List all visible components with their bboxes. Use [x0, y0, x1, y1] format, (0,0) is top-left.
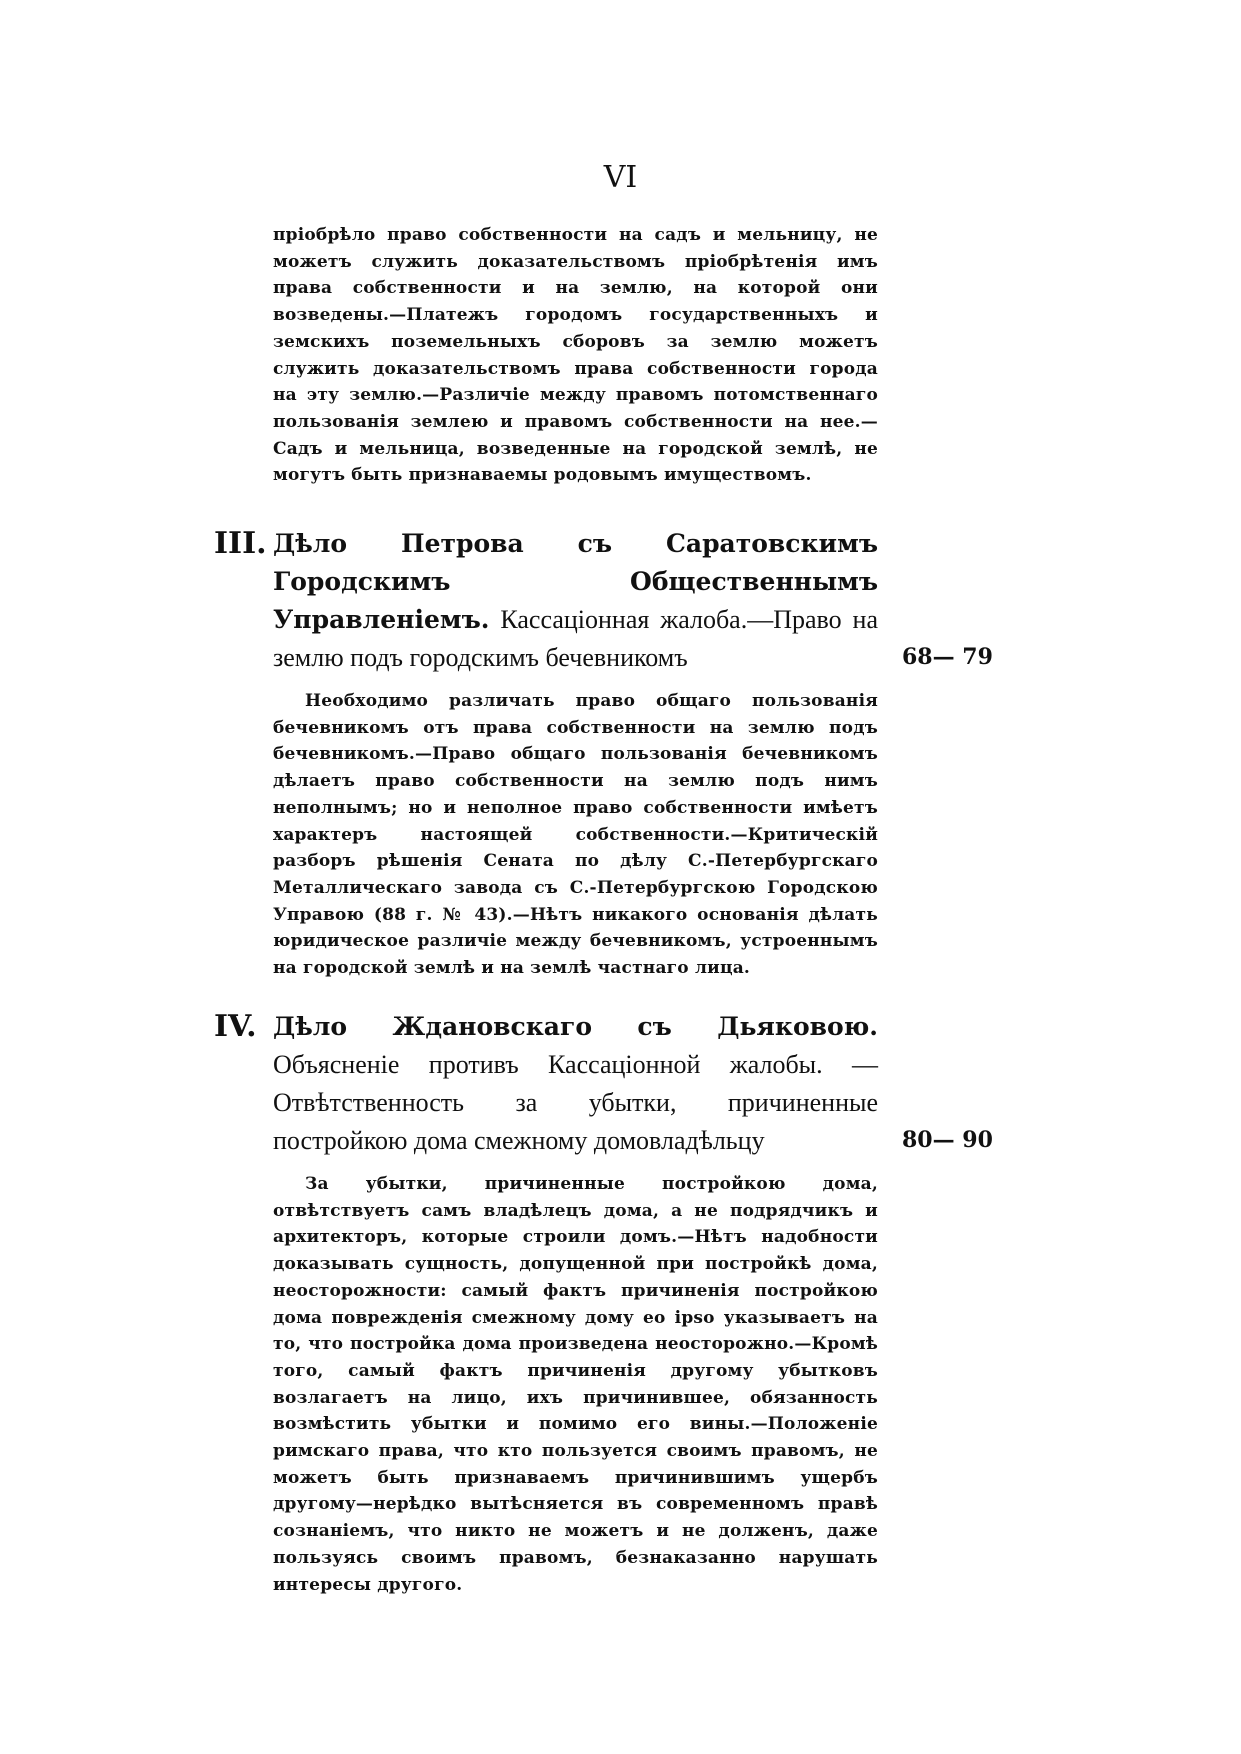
section-iv-pages: 80— 90: [902, 1127, 993, 1153]
section-iv-heading: [273, 1008, 878, 1160]
section-iii-pages: 68— 79: [902, 644, 993, 670]
section-iv-numeral: IV.: [214, 1009, 257, 1044]
page-number: VI: [603, 160, 638, 195]
section-iv-description: Объясненіе противъ Кассаціонной жалобы. — Отвѣтственность за убытки, причиненные постройкою дома смежному домовладѣльцу: [273, 1050, 878, 1155]
section-iii-description: Кассаціонная жалоба.—Право на землю подъ городскимъ бечевникомъ: [273, 605, 878, 672]
section-iv-summary: За убытки, причиненные постройкою дома, отвѣтствуетъ самъ владѣлецъ дома, а не подрядчикъ и архитекторъ, которые строили домъ.—Нѣтъ надобности доказывать сущность, допущенной при постройкѣ дома, неосторожности: самый фактъ причиненія постройкою дома поврежденія смежному дому eo ipso указываетъ на то, что постройка дома произведена неосторожно.—Кромѣ того, самый фактъ причиненія другому убытковъ возлагаетъ на лицо, ихъ причинившее, обязанность возмѣстить убытки и помимо его вины.—Положеніе римскаго права, что кто пользуется своимъ правомъ, не можетъ быть признаваемъ причинившимъ ущербъ другому—нерѣдко вытѣсняется въ современномъ правѣ сознаніемъ, что никто не можетъ и не долженъ, даже пользуясь своимъ правомъ, безнаказанно нарушать интересы другого.: [273, 1174, 878, 1595]
section-iv-case-title: Дѣло Ждановскаго съ Дьяковою.: [273, 1012, 878, 1041]
section-iii-numeral: III.: [214, 526, 267, 561]
section-iii-heading: [273, 525, 878, 677]
section-iii-summary: Необходимо различать право общаго пользованія бечевникомъ отъ права собственности на землю подъ бечевникомъ.—Право общаго пользованія бечевникомъ дѣлаетъ право собственности на землю подъ нимъ неполнымъ; но и неполное право собственности имѣетъ характеръ настоящей собственности.—Критическій разборъ рѣшенія Сената по дѣлу С.-Петербургскаго Металлическаго завода съ С.-Петербургскою Городскою Управою (88 г. № 43).—Нѣтъ никакого основанія дѣлать юридическое различіе между бечевникомъ, устроеннымъ на городской землѣ и на землѣ частнаго лица.: [273, 691, 878, 979]
section-iii-case-title: Дѣло Петрова съ Саратовскимъ Городскимъ Общественнымъ Управленіемъ.: [273, 529, 878, 634]
continuation-paragraph: пріобрѣло право собственности на садъ и мельницу, не можетъ служить доказательствомъ пріобрѣтенія имъ права собственности и на землю, на которой они возведены.—Платежъ городомъ государственныхъ и земскихъ поземельныхъ сборовъ за землю можетъ служить доказательствомъ права собственности города на эту землю.—Различіе между правомъ потомственнаго пользованія землею и правомъ собственности на нее.—Садъ и мельница, возведенные на городской землѣ, не могутъ быть признаваемы родовымъ имуществомъ.: [273, 225, 878, 486]
